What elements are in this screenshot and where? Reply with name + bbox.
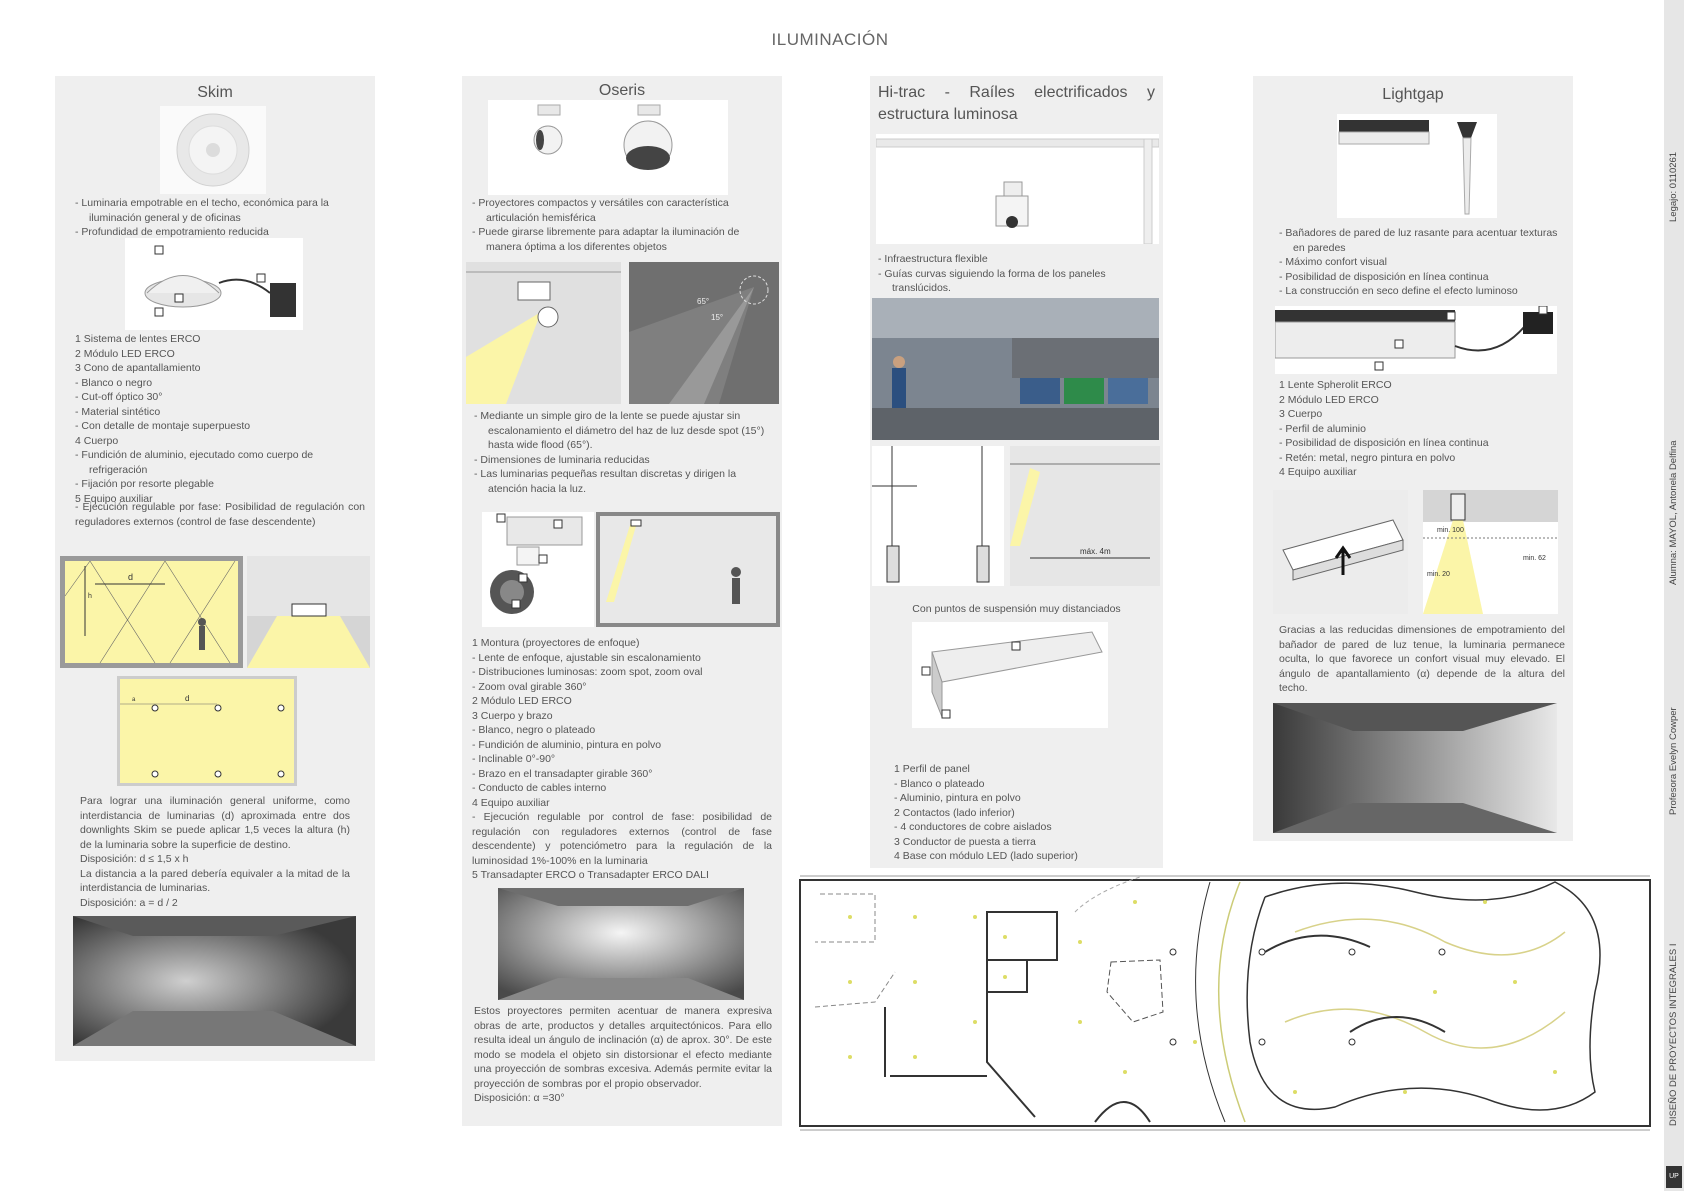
oseris-regulation-text: - Ejecución regulable por control de fase: posibilidad de regulación con reguladores externos (control de fase descendente) y potenciómetro para la regulación de la luminosidad 1%-100% en la luminaria xyxy=(472,811,772,867)
skim-components-item: - Fijación por resorte plegable xyxy=(75,478,214,490)
skim-disp1: Disposición: d ≤ 1,5 x h xyxy=(80,853,189,865)
oseris-features-item: - Dimensiones de luminaria reducidas xyxy=(474,453,650,466)
lightgap-product-photo xyxy=(1337,114,1497,218)
oseris-title: Oseris xyxy=(598,82,646,99)
lightgap-intro-item: - Máximo confort visual xyxy=(1279,256,1387,268)
hitrac-max-label: máx. 4m xyxy=(1080,547,1111,556)
skim-d-label: d xyxy=(128,572,134,582)
lightgap-components-item: - Retén: metal, negro pintura en polvo xyxy=(1279,451,1456,464)
oseris-exploded-view xyxy=(482,512,594,627)
skim-section-diagram xyxy=(247,556,370,668)
lightgap-exploded-view xyxy=(1275,306,1557,374)
sidebar-course: DISEÑO DE PROYECTOS INTEGRALES I xyxy=(1668,943,1679,1126)
oseris-intro xyxy=(472,196,772,254)
lightgap-dim-20: min. 20 xyxy=(1427,571,1450,578)
skim-panel xyxy=(55,76,375,1061)
lightgap-title: Lightgap xyxy=(1382,86,1444,103)
lightgap-intro xyxy=(1279,226,1567,299)
oseris-disp: Disposición: α =30° xyxy=(474,1092,565,1104)
lightgap-dim-100: min. 100 xyxy=(1437,527,1464,534)
oseris-panel xyxy=(462,76,782,1126)
oseris-components-item: 3 Cuerpo y brazo xyxy=(472,709,553,722)
skim-intro-item: - Profundidad de empotramiento reducida xyxy=(75,226,269,238)
hitrac-components-item: 2 Contactos (lado inferior) xyxy=(894,806,1015,819)
oseris-components-item: - Blanco, negro o plateado xyxy=(472,724,596,736)
oseris-features xyxy=(474,409,772,496)
hitrac-intro-item: - Guías curvas siguiendo la forma de los paneles translúcidos. xyxy=(878,267,1106,294)
oseris-beam-diagram xyxy=(466,262,621,404)
oseris-components-item: 2 Módulo LED ERCO xyxy=(472,695,572,707)
hitrac-title: Hi-trac - Raíles electrificados y estructura luminosa xyxy=(878,84,1155,123)
lightgap-panel xyxy=(1253,76,1573,841)
skim-regulation-text: - Ejecución regulable por fase: Posibilidad de regulación con reguladores externos (control de fase descendente) xyxy=(75,501,365,528)
hitrac-intro-item: - Infraestructura flexible xyxy=(878,253,988,265)
skim-plan-d-label: d xyxy=(185,694,190,703)
hitrac-intro xyxy=(878,252,1158,296)
oseris-components-item: - Distribuciones luminosas: zoom spot, zoom oval xyxy=(472,666,703,678)
oseris-components-item: - Conducto de cables interno xyxy=(472,782,607,794)
skim-disp2: Disposición: a = d / 2 xyxy=(80,896,178,909)
hitrac-components-item: - Blanco o plateado xyxy=(894,777,985,790)
skim-uniform-block xyxy=(80,794,350,910)
oseris-product-photo xyxy=(488,100,728,195)
lightgap-intro-item: - La construcción en seco define el efecto luminoso xyxy=(1279,285,1518,297)
oseris-components-item: 1 Montura (proyectores de enfoque) xyxy=(472,637,640,649)
floor-plan xyxy=(795,872,1655,1134)
skim-intro xyxy=(75,196,365,240)
lightgap-components-item: - Posibilidad de disposición en línea continua xyxy=(1279,437,1489,449)
skim-title: Skim xyxy=(197,84,233,101)
oseris-components-item: - Lente de enfoque, ajustable sin escalonamiento xyxy=(472,651,701,664)
hitrac-office-photo xyxy=(872,298,1159,440)
oseris-intro-item: - Proyectores compactos y versátiles con característica articulación hemisférica xyxy=(472,197,729,224)
skim-exploded-view xyxy=(125,238,303,330)
university-logo: UP xyxy=(1666,1166,1682,1188)
sidebar-legajo: Legajo: 0110261 xyxy=(1668,151,1679,222)
skim-uniform-text: Para lograr una iluminación general uniforme, como interdistancia de luminarias (d) aproximada entre dos downlights Skim se puede aplicar 1,5 veces la altura (h) de la luminaria sobre la superficie de destino. xyxy=(80,795,350,851)
sidebar-alumna: Alumna: MAYOL, Antonela Delfina xyxy=(1668,440,1679,585)
lightgap-install-diagram xyxy=(1273,490,1408,614)
oseris-transadapter: 5 Transadapter ERCO o Transadapter ERCO DALI xyxy=(472,869,709,881)
lightgap-dim-62: min. 62 xyxy=(1523,555,1546,562)
skim-components-item: - Con detalle de montaje superpuesto xyxy=(75,420,251,432)
skim-components-item: 5 Equipo auxiliar xyxy=(75,492,153,505)
oseris-intro-item: - Puede girarse libremente para adaptar la iluminación de manera óptima a los diferentes objetos xyxy=(472,226,740,253)
hitrac-components-item: - 4 conductores de cobre aislados xyxy=(894,821,1052,833)
oseris-closing-text: Estos proyectores permiten acentuar de manera expresiva obras de arte, productos y detalles arquitectónicos. Para ello resulta ideal un ángulo de inclinación (α) de aprox. 30°. De este modo se modela el objeto sin distorsionar el efecto mediante una proyección de sombras excesiva. Además permite evitar la proyección de sombras por el propio observador. xyxy=(474,1005,772,1090)
skim-components-item: 4 Cuerpo xyxy=(75,434,119,447)
hitrac-components-item: 3 Conductor de puesta a tierra xyxy=(894,835,1036,848)
oseris-components-item: - Zoom oval girable 360° xyxy=(472,680,587,693)
oseris-features-item: - Las luminarias pequeñas resultan discretas y dirigen la atención hacia la luz. xyxy=(474,468,737,495)
skim-wall-text: La distancia a la pared debería equivaler a la mitad de la interdistancia de luminarias. xyxy=(80,867,350,894)
skim-intro-item: - Luminaria empotrable en el techo, económica para la iluminación general y de oficinas xyxy=(75,197,329,224)
oseris-components xyxy=(472,636,772,883)
oseris-render xyxy=(498,888,744,1000)
skim-plan-a-label: a xyxy=(132,697,136,703)
hitrac-components-item: 1 Perfil de panel xyxy=(894,763,970,775)
oseris-components-item: - Fundición de aluminio, pintura en polvo xyxy=(472,738,662,751)
skim-product-photo xyxy=(160,106,266,194)
lightgap-render xyxy=(1273,703,1557,833)
oseris-wall-diagram xyxy=(596,512,780,627)
hitrac-distance-diagram xyxy=(1010,446,1160,586)
skim-render xyxy=(73,916,356,1046)
skim-components-item: - Fundición de aluminio, ejecutado como cuerpo de refrigeración xyxy=(75,449,314,476)
oseris-angle-15: 15° xyxy=(711,313,724,322)
lightgap-intro-item: - Posibilidad de disposición en línea continua xyxy=(1279,270,1489,283)
skim-spacing-diagram xyxy=(60,556,243,668)
skim-h-label: h xyxy=(88,593,92,600)
skim-components-item: - Material sintético xyxy=(75,405,161,418)
skim-components-item: 3 Cono de apantallamiento xyxy=(75,362,201,374)
skim-regulation xyxy=(75,500,365,529)
hitrac-components-item: - Aluminio, pintura en polvo xyxy=(894,792,1021,804)
hitrac-components-item: 4 Base con módulo LED (lado superior) xyxy=(894,850,1078,862)
oseris-components-item: 4 Equipo auxiliar xyxy=(472,796,550,809)
lightgap-closing-text: Gracias a las reducidas dimensiones de empotramiento del bañador de pared de luz tenue, la luminaria permanece oculta, lo que favorece un confort visual muy elevado. El ángulo de apantallamiento (α) depende de la altura del techo. xyxy=(1279,624,1565,694)
lightgap-components-item: - Perfil de aluminio xyxy=(1279,422,1366,435)
oseris-closing xyxy=(474,1004,772,1106)
skim-plan-diagram xyxy=(117,676,297,786)
lightgap-components-item: 1 Lente Spherolit ERCO xyxy=(1279,379,1392,391)
lightgap-closing xyxy=(1279,623,1565,696)
skim-components-item: - Cut-off óptico 30° xyxy=(75,391,163,403)
hitrac-components xyxy=(894,762,1154,864)
skim-components-item: - Blanco o negro xyxy=(75,376,153,389)
lightgap-components-item: 4 Equipo auxiliar xyxy=(1279,466,1357,478)
hitrac-suspension-diagram xyxy=(872,446,1004,586)
page-title: ILUMINACIÓN xyxy=(771,30,889,49)
oseris-angle-diagram xyxy=(629,262,779,404)
lightgap-section-diagram xyxy=(1423,490,1558,614)
oseris-components-item: - Brazo en el transadapter girable 360° xyxy=(472,767,653,780)
skim-components-item: 2 Módulo LED ERCO xyxy=(75,347,175,360)
skim-components xyxy=(75,332,365,506)
sidebar-profesora: Profesora Evelyn Cowper xyxy=(1668,707,1679,815)
lightgap-components xyxy=(1279,378,1567,480)
oseris-components-item: - Inclinable 0°-90° xyxy=(472,753,556,765)
lightgap-intro-item: - Bañadores de pared de luz rasante para acentuar texturas en paredes xyxy=(1279,227,1558,254)
oseris-features-item: - Mediante un simple giro de la lente se puede ajustar sin escalonamiento el diámetro del haz de luz desde spot (15°) hasta wide flood (65°). xyxy=(474,410,765,451)
oseris-angle-65: 65° xyxy=(697,297,710,306)
hitrac-product-photo xyxy=(876,134,1159,244)
hitrac-suspension-caption: Con puntos de suspensión muy distanciados xyxy=(912,603,1121,615)
hitrac-panel xyxy=(870,76,1163,868)
lightgap-components-item: 3 Cuerpo xyxy=(1279,408,1323,420)
lightgap-components-item: 2 Módulo LED ERCO xyxy=(1279,393,1379,406)
hitrac-profile-photo xyxy=(912,622,1108,728)
skim-components-item: 1 Sistema de lentes ERCO xyxy=(75,333,201,345)
